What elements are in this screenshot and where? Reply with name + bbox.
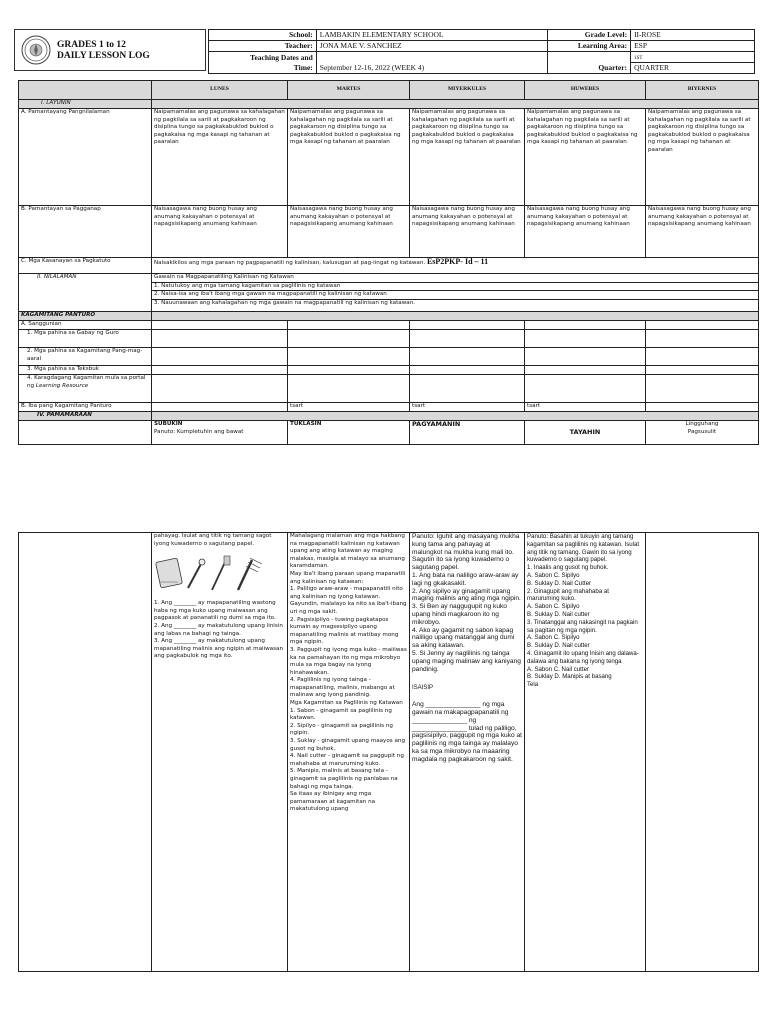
nilalaman-item-1: 1. Natutukoy ang mga tamang kagamitan sa paglilinis ng katawan <box>152 283 758 292</box>
deped-seal-icon <box>21 35 51 65</box>
dates-value: September 12-16, 2022 (WEEK 4) <box>316 52 548 74</box>
lesson-log-table <box>18 80 759 445</box>
pagganap-huwebes: Naisasagawa nang buong husay ang anumang kakayahan o potensyal at napagsisikapang anumang kahinaan <box>525 206 646 258</box>
title-line1: GRADES 1 to 12 <box>57 40 126 50</box>
iba-huwebes: tsart <box>525 403 646 412</box>
pagganap-biyernes: Naisasagawa nang buong husay ang anumang kakayahan o potensyal at napagsisikapang anumang kahinaan <box>646 206 759 258</box>
pamantayang-miyerkules: Naipamamalas ang pagunawa sa kahalagahan ng pagkilala sa sarili at pagkakaroon ng disiplina tungo sa pagkakabuklod buklod o pagkakaisa ng mga kasapi ng tahanan at paaralan <box>410 109 525 206</box>
p2-miyerkules: Panuto: Iguhit ang masayang mukha kung tama ang pahayag at malungkot na mukha kung mali ito. Sagutin ito sa iyong kuwaderno o sagutang papel. 1. Ang bata na naliligo araw-araw ay lagi ng gkakasakit. 2. Ang sipilyo ay ginagamit upang maging malinis ang ating mga ngipin. 3. Si Ben ay naggugupit ng kuko upang hindi magkaroon ito ng mikrobyo. 4. Ako ay gagamit ng sabon kapag naliligo upang matanggal ang dumi sa aking katawan. 5. Si Jenny ay naglilinis ng tainga upang maging malinaw ang kaniyang pandinig. ISAISIP Ang _______________ ng mga gawain na makapagpapanatili ng _______________ ng _______________ tulad ng paliligo, pagsisipilyo, paggupit ng mga kuko at paglilinis ng mga tainga ay malalayo ka sa mga mikrobyo na maaaring magdala ng pagkakaroon ng sakit. <box>410 533 525 972</box>
quarter-value: 1ST QUARTER <box>631 52 755 74</box>
pagganap-miyerkules: Naisasagawa nang buong husay ang anumang kakayahan o potensyal at napagsisikapang anumang kahinaan <box>410 206 525 258</box>
header-title-box <box>14 29 206 71</box>
sanggunian-label: A. Sanggunian <box>19 321 152 330</box>
pamamaraan-miyerkules: PAGYAMANIN <box>410 421 525 445</box>
header-info-table <box>208 29 755 74</box>
iba-martes: tsart <box>288 403 410 412</box>
s3-label: 3. Mga pahina sa Teksbuk <box>19 366 152 375</box>
p2-martes: Mahalagang malaman ang mga hakbang na magpapanatili kalinisan ng katawan upang ang ating katawan ay maging malakas, masigla at malayo sa anumang karamdaman. May iba't ibang paraan upang mapanatili ang kalinisan ng katawan: 1. Paliligo araw-araw - mapapanatili nito ang kalinisan ng iyong katawan. Gayundin, malalayo ka nito sa iba't-ibang uri ng mga sakit. 2. Pagsisipilyo - tuwing pagkatapos kumain ay magsesipilyo upang mapanatiling malinis at matibay mong mga ngipin. 3. Paggupit ng iyong mga kuko - maiiiwas ka na pamahayan ito ng mga mikrobyo mula sa mga bagay na iyong hinahawakan. 4. Paglilinis ng iyong tainga - mapapanatiling, malinis, mabango at malinaw ang iyong pandinig. Mga Kagamitan sa Paglilinis ng Katawan 1. Sabon - ginagamit sa paglilinis ng katawan. 2. Sipilyo - ginagamit sa paglilinis ng ngipin. 3. Suklay - ginagamit upang maayos ang gusot ng buhok. 4. Nail cutter - ginagamit sa paggupit ng mahahaba at maruruming kuko. 5. Manipis, malinis at basang tela - ginagamit sa paglilinis ng panlabas na bahagi ng mga tainga. Sa itaas ay ibinigay ang mga pamamaraan at kagamitan na makatutulong upang <box>288 533 410 972</box>
grade-value: II-ROSE <box>631 30 755 41</box>
pamantayang-huwebes: Naipamamalas ang pagunawa sa kahalagahan ng pagkilala sa sarili at pagkakaroon ng disiplina tungo sa pagkakabuklod buklod o pagkakaisa ng mga kasapi ng tahanan at paaralan <box>525 109 646 206</box>
pamantayang-lunes: Naipamamalas ang pagunawa sa kahalagahan ng pagkilala sa sarili at pagkakaroon ng disiplina tungo sa pagkakabuklod buklod o pagkakaisa ng mga kasapi ng tahanan at paaralan <box>152 109 288 206</box>
nilalaman-item-2: 2. Naisa-isa ang iba't ibang mga gawain na magpapanatili ng kalinisan ng katawan <box>152 291 758 300</box>
kagamitan-label: KAGAMITANG PANTURO <box>19 312 152 321</box>
school-value: LAMBAKIN ELEMENTARY SCHOOL <box>316 30 548 41</box>
day-martes: MARTES <box>288 81 410 100</box>
lesson-log-table-page2 <box>18 532 759 972</box>
pamantayang-martes: Naipamamalas ang pagunawa sa kahalagahan ng pagkilala sa sarili at pagkakaroon ng disiplina tungo sa pagkakabuklod buklod o pagkakaisa ng mga kasapi ng tahanan at paaralan <box>288 109 410 206</box>
kasanayan-label: C. Mga Kasanayan sa Pagkatuto <box>19 258 152 274</box>
kasanayan-cell <box>152 258 759 274</box>
grade-label: Grade Level: <box>548 30 631 41</box>
title-line2: DAILY LESSON LOG <box>57 51 150 61</box>
pamamaraan-martes: TUKLASIN <box>288 421 410 445</box>
p2-lunes: pahayag. Isulat ang titik ng tamang sagot iyong kuwaderno o sagutang papel. 1. Ang ________ ay mapapanatiling wastong haba ng mga kuko upang maiwasan ang pagpasok at pananatili ng dumi sa mga ito. 2. Ang ________ ay makatutulong upang linisin ang labas na bahagi ng tainga. 3. Ang ________ ay makatutulong upang mapanatiling malinis ang ngipin at maiiwasan ang pagkabulok ng mga ito. <box>152 533 288 972</box>
nilalaman-cell <box>152 274 759 312</box>
pagganap-martes: Naisasagawa nang buong husay ang anumang kakayahan o potensyal at napagsisikapang anumang kahinaan <box>288 206 410 258</box>
pamamaraan-biyernes: Lingguhang Pagsusulit <box>646 421 759 445</box>
pamamaraan-label: IV. PAMAMARAAN <box>19 412 152 421</box>
corner-cell <box>19 81 152 100</box>
day-lunes: LUNES <box>152 81 288 100</box>
s2-label: 2. Mga pahina sa Kagamitang Pang-mag-aaral <box>19 348 152 366</box>
iba-lunes <box>152 403 288 412</box>
pamamaraan-huwebes: TAYAHIN <box>525 421 646 445</box>
pamantayang-biyernes: Naipamamalas ang pagunawa sa kahalagahan ng pagkilala sa sarili at pagkakaroon ng disiplina tungo sa pagkakabuklod buklod o pagkakaisa ng mga kasapi ng tahanan at paaralan <box>646 109 759 206</box>
quarter-label: Quarter: <box>548 52 631 74</box>
pamantayang-label: A. Pamantayang Pangnilalaman <box>19 109 152 206</box>
nilalaman-item-3: 3. Nauunawaan ang kahalagahan ng mga gawain na magpapanatili ng kalinisan ng katawan. <box>154 299 416 306</box>
layunin-label: I. LAYUNIN <box>19 100 152 109</box>
school-label: School: <box>209 30 317 41</box>
p2-biyernes <box>646 533 759 972</box>
pagganap-lunes: Naisasagawa nang buong husay ang anumang kakayahan o potensyal at napagsisikapang anumang kahinaan <box>152 206 288 258</box>
nilalaman-title: Gawain na Magpapanatiling Kalinisan ng Katawan <box>152 274 758 283</box>
kasanayan-text: Naisakikilos ang mga paraan ng pagpapanatili ng kalinisan, kalusugan at pag-iingat ng katawan. <box>154 260 426 266</box>
kasanayan-code: EsP2PKP- Id – 11 <box>426 257 489 266</box>
pamamaraan-lunes: SUBUKIN Panuto: Kumpletuhin ang bawat <box>152 421 288 445</box>
day-biyernes: BIYERNES <box>646 81 759 100</box>
area-value: ESP <box>631 41 755 52</box>
dates-label: Teaching Dates and Time: <box>209 52 317 74</box>
s1-label: 1. Mga pahina sa Gabay ng Guro <box>19 330 152 348</box>
area-label: Learning Area: <box>548 41 631 52</box>
teacher-value: JONA MAE V. SANCHEZ <box>316 41 548 52</box>
iba-miyerkules: tsart <box>410 403 525 412</box>
iba-biyernes <box>646 403 759 412</box>
iba-label: B. Iba pang Kagamitang Panturo <box>19 403 152 412</box>
day-huwebes: HUWEBES <box>525 81 646 100</box>
s4-label: 4. Karagdagang Kagamitan mula sa portal ng Learning Resource <box>19 375 152 403</box>
teacher-label: Teacher: <box>209 41 317 52</box>
p2-huwebes: Panuto: Basahin at tukuyin ang tamang kagamitan sa paglilinis ng katawan. Isulat ang titik ng tamang. Gawin ito sa iyong kuwaderno o sagutang papel. 1. Inaalis ang gusot ng buhok. A. Sabon C. Sipilyo B. Suklay D. Nail Cutter 2. Ginagupit ang mahahaba at maruruming kuko. A. Sabon C. Sipilyo B. Suklay D. Nail cutter 3. Tinatanggal ang nakasingit na pagkain sa pagitan ng mga ngipin. A. Sabon C. Sipilyo B. Suklay D. Nail cutter 4. Ginagamit ito upang lnisin ang dalawa-dalawa ang bakana ng iyong tenga A. Sabon C. Nail cutter B. Suklay D. Manipis at basang Tela <box>525 533 646 972</box>
hygiene-tools-illustration-icon <box>154 552 274 596</box>
nilalaman-label: II. NILALAMAN <box>19 274 152 312</box>
day-miyerkules: MIYERKULES <box>410 81 525 100</box>
pagganap-label: B. Pamantayan sa Pagganap <box>19 206 152 258</box>
